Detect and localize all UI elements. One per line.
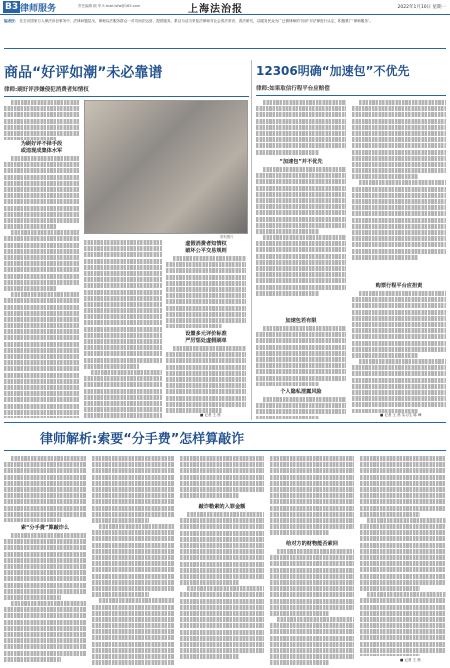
editor-note-text: 在走访国家万人律法诉讼事务中，法律问题层出，律师以法服务群众一对司而法运营、提供服务。系以为活当采复法律师对社会普法常识，普法研究，以服务民众为广泛做律师的‘知识’对法律进行认定，积极推广‘律师服务’。 <box>19 19 373 23</box>
article2-subhead-3: 个人隐私泄露风险 <box>280 389 322 395</box>
article1-subhead-3b: 严厉惩处虚假刷单 <box>185 338 227 344</box>
divider <box>4 96 249 97</box>
divider <box>4 422 446 423</box>
divider <box>256 95 446 96</box>
article3-subhead-2: 敲诈勒索的入罪金额 <box>198 504 246 510</box>
article3-body-col3a <box>180 456 264 500</box>
article3-body-col2 <box>92 456 174 665</box>
article2-subhead-2: 加速包若有限 <box>285 318 317 324</box>
section-title: 律师服务 <box>20 4 57 14</box>
divider <box>4 450 446 451</box>
article2-body-col1b <box>256 167 346 317</box>
article2-subhead-4: 购票行程平台应担责 <box>375 283 423 289</box>
article3-subhead-1: 索“分手费”算敲诈么 <box>20 525 70 531</box>
page-number-badge: B3 <box>5 2 19 12</box>
article3-subhead-3: 给对方的财物能否索回 <box>286 541 338 547</box>
article1-author: ■ 记者 王 茜 <box>200 413 221 417</box>
article3-title: 律师解析:索要“分手费”怎样算敲诈 <box>40 432 245 447</box>
article3-body-col1a <box>4 456 86 522</box>
page-header <box>0 0 450 15</box>
article1-body-col1a <box>4 100 79 140</box>
article3-body-col1b <box>4 533 86 665</box>
article2-title: 12306明确“加速包”不优先 <box>256 64 410 78</box>
article2-body-col2a <box>352 100 446 280</box>
article2-body-col1a <box>256 100 346 156</box>
article1-subhead-2b: 破坏公平交易规则 <box>185 248 227 254</box>
article1-subhead-2a: 虚假消费者知情权 <box>185 241 227 247</box>
column-divider <box>251 60 252 420</box>
article1-body-col2 <box>84 240 162 418</box>
editor-note-label: 编者按： <box>4 19 19 23</box>
article1-subhead-3a: 设置多元评价标准 <box>185 331 227 337</box>
article2-subhead-1: “加速包”并不优先 <box>279 159 323 165</box>
article1-subhead-1a: 为刷好评不择手段 <box>20 141 63 147</box>
photo-caption: 资料图片 <box>220 235 234 239</box>
article1-body-col3a <box>166 256 246 328</box>
divider <box>4 48 446 49</box>
article1-photo <box>84 100 248 234</box>
article1-body-col3b <box>166 346 246 414</box>
article3-body-col5 <box>360 456 446 656</box>
article2-author: ■ 记者 王 茜 实习生 陈 峰 <box>380 413 422 417</box>
article3-author: ■ 记者 王 茜 <box>400 658 421 662</box>
issue-date: 2022年1月10日 星期一 <box>397 5 446 10</box>
article2-body-col1c <box>256 326 346 386</box>
article3-body-col3b <box>180 512 264 665</box>
editor-note <box>4 18 446 44</box>
article2-body-col2b <box>352 291 446 413</box>
article3-body-col4b <box>270 549 354 665</box>
article1-title: 商品“好评如潮”未必靠谱 <box>4 65 163 81</box>
article1-body-col1b <box>4 156 79 418</box>
article1-subtitle: 律师:刷好评涉嫌侵犯消费者知情权 <box>4 87 89 93</box>
masthead: 上海法治报 <box>188 4 243 15</box>
article2-body-col1d <box>256 397 346 419</box>
article3-body-col4a <box>270 456 354 538</box>
article2-subtitle: 律师:如果取信行程平台应赔偿 <box>256 86 330 92</box>
article1-subhead-1b: 或违现成集体水军 <box>20 148 63 154</box>
editor-meta: 责任编辑 顾 军 E-mail:lsfw@163.com <box>78 4 141 8</box>
